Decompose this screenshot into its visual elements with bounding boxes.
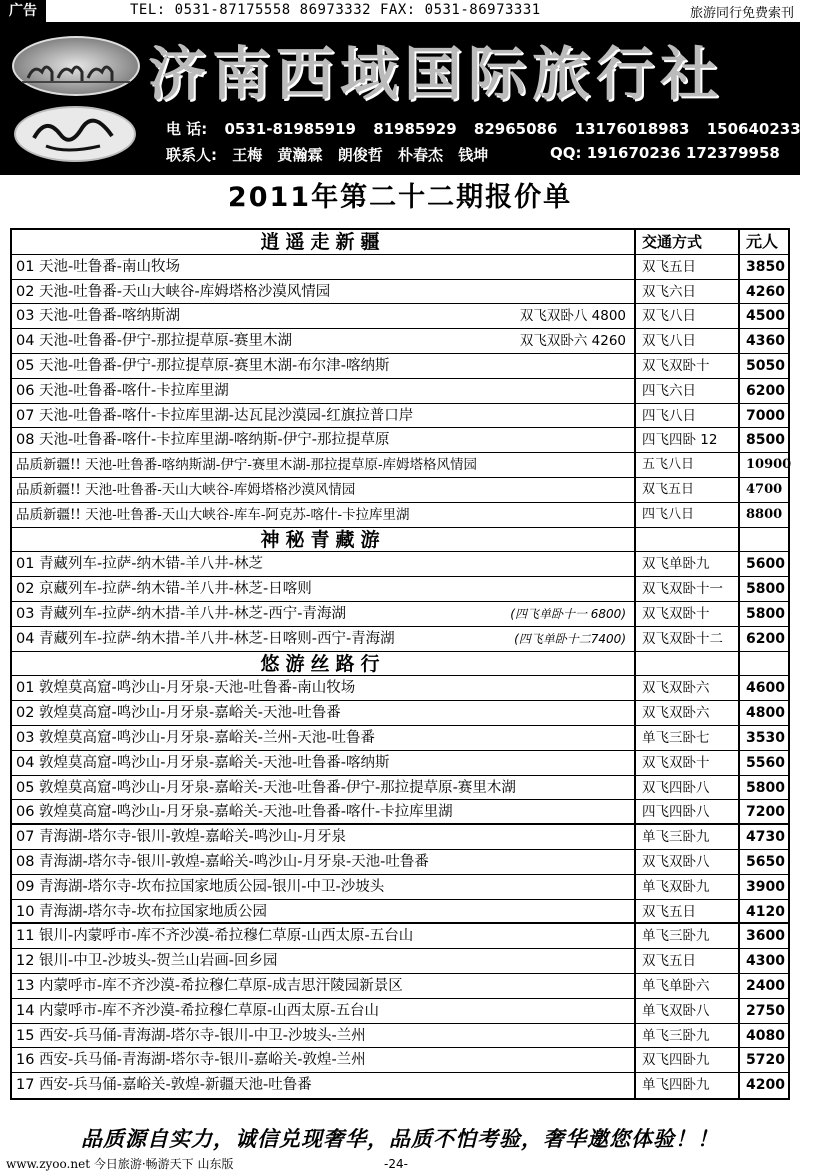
route-cell [12,800,636,823]
table-row [12,850,788,875]
price-header: 元人 [746,232,779,251]
price-cell: 5650 [746,853,785,870]
page-number: -24- [384,1157,408,1171]
route-cell [12,751,636,775]
price-cell: 5720 [746,1052,785,1069]
table-row [12,503,788,528]
section-title: 悠游丝路行 [12,652,636,676]
route-name: 08 青海湖-塔尔寺-银川-敦煌-嘉峪关-鸣沙山-月牙泉-天池-吐鲁番 [16,853,429,870]
route-name: 09 青海湖-塔尔寺-坎布拉国家地质公园-银川-中卫-沙坡头 [16,878,385,895]
transport-cell: 双飞八日 [636,329,740,353]
table-row [12,1024,788,1049]
transport-cell: 单飞三卧九 [636,924,740,948]
transport-header [636,652,740,676]
route-name: 02 京藏列车-拉萨-纳木错-羊八井-林芝-日喀则 [16,581,312,598]
table-row [12,552,788,577]
route-alt-price-note: (四飞单卧十一 6800) [510,606,626,621]
top-contact-bar [0,0,800,22]
route-name: 16 西安-兵马俑-青海湖-塔尔寺-银川-嘉峪关-敦煌-兰州 [16,1052,366,1069]
route-cell [12,304,636,328]
route-cell [12,900,636,923]
transport-cell: 双飞双卧十 [636,602,740,626]
quality-slogan: 品质源自实力，诚信兑现奢华，品质不怕考验，奢华邀您体验！！ [81,1127,719,1151]
transport-cell: 单飞三卧九 [636,825,740,849]
company-name: 济南西域国际旅行社 [148,40,725,108]
table-row [12,404,788,429]
route-cell [12,999,636,1023]
contact-name: 王梅 [232,146,263,164]
transport-cell: 单飞三卧九 [636,1024,740,1048]
table-row [12,825,788,850]
transport-cell: 双飞双卧十二 [636,627,740,651]
route-name: 17 西安-兵马俑-嘉峪关-敦煌-新疆天池-吐鲁番 [16,1077,312,1094]
table-row [12,329,788,354]
table-row [12,776,788,801]
transport-cell: 双飞双卧十 [636,354,740,378]
price-cell: 4600 [746,680,785,697]
table-row [12,974,788,999]
price-cell: 4360 [746,333,785,350]
transport-cell: 单飞三卧七 [636,726,740,750]
price-header [740,528,788,552]
price-cell: 3530 [746,729,785,746]
contact-name: 钱坤 [458,146,489,164]
route-name: 03 青藏列车-拉萨-纳木措-羊八井-林芝-西宁-青海湖 [16,605,346,622]
route-alt-price-note: 双飞双卧六 4260 [519,333,626,350]
route-cell [12,478,636,502]
price-cell: 5560 [746,754,785,771]
route-name: 03 天池-吐鲁番-喀纳斯湖 [16,308,181,325]
ad-label: 广告 [0,0,46,22]
transport-cell: 双飞六日 [636,280,740,304]
table-row [12,577,788,602]
transport-cell: 五飞八日 [636,453,740,477]
transport-cell: 四飞四卧 12 [636,428,740,452]
price-cell: 4120 [746,903,785,920]
price-cell: 5050 [746,357,785,374]
price-cell: 4080 [746,1027,785,1044]
route-name: 06 天池-吐鲁番-喀什-卡拉库里湖 [16,382,229,399]
table-row [12,478,788,503]
section-header-row [12,230,788,255]
transport-cell: 双飞八日 [636,304,740,328]
transport-cell: 四飞六日 [636,379,740,403]
free-catalog-note: 旅游同行免费索刊 [689,6,794,21]
route-name: 07 青海湖-塔尔寺-银川-敦煌-嘉峪关-鸣沙山-月牙泉 [16,829,346,846]
route-cell [12,1048,636,1072]
table-row [12,726,788,751]
table-row [12,379,788,404]
transport-cell: 双飞双卧十一 [636,577,740,601]
route-alt-price-note: (四飞单卧十二7400) [514,631,626,646]
route-name: 01 天池-吐鲁番-南山牧场 [16,258,181,275]
route-name: 06 敦煌莫高窟-鸣沙山-月牙泉-嘉峪关-天池-吐鲁番-喀什-卡拉库里湖 [16,804,453,821]
transport-cell: 双飞五日 [636,900,740,923]
price-cell: 5800 [746,581,785,598]
phone-number: 15064023311 [706,120,822,138]
phone-label: 电 话: [166,120,208,138]
table-row [12,676,788,701]
table-row [12,255,788,280]
route-cell [12,1024,636,1048]
brush-emblem-icon [16,108,134,160]
price-cell: 4300 [746,953,785,970]
transport-cell: 双飞单卧九 [636,552,740,576]
price-cell: 3900 [746,878,785,895]
route-cell [12,974,636,998]
table-row [12,800,788,825]
route-cell [12,602,636,626]
table-row [12,602,788,627]
route-cell [12,627,636,651]
price-cell: 4730 [746,829,785,846]
transport-header: 交通方式 [636,230,740,254]
route-name: 02 天池-吐鲁番-天山大峡谷-库姆塔格沙漠风情园 [16,283,331,300]
route-name: 10 青海湖-塔尔寺-坎布拉国家地质公园 [16,903,268,920]
table-row [12,949,788,974]
price-cell: 5600 [746,556,785,573]
table-row [12,900,788,925]
camel-caravan-icon [14,38,138,94]
transport-cell: 单飞双卧九 [636,875,740,899]
table-row [12,354,788,379]
route-name: 13 内蒙呼市-库不齐沙漠-希拉穆仁草原-成吉思汗陵园新景区 [16,977,403,994]
route-name: 12 银川-中卫-沙坡头-贺兰山岩画-回乡园 [16,953,278,970]
section-header-row [12,528,788,553]
table-row [12,1073,788,1098]
route-cell [12,552,636,576]
route-name: 品质新疆!! 天池-吐鲁番-喀纳斯湖-伊宁-赛里木湖-那拉提草原-库姆塔格风情园 [16,457,478,474]
transport-cell: 双飞双卧六 [636,676,740,700]
route-cell [12,379,636,403]
transport-header [636,528,740,552]
section-title: 逍遥走新疆 [12,230,636,254]
route-cell [12,577,636,601]
table-row [12,999,788,1024]
route-name: 15 西安-兵马俑-青海湖-塔尔寺-银川-中卫-沙坡头-兰州 [16,1027,366,1044]
price-cell: 7200 [746,804,785,821]
price-cell: 5800 [746,779,785,796]
price-table [10,228,790,1100]
transport-cell: 双飞双卧十 [636,751,740,775]
table-row [12,428,788,453]
route-cell [12,701,636,725]
price-cell: 4800 [746,705,785,722]
transport-cell: 单飞四卧九 [636,1073,740,1098]
agency-header [0,22,822,175]
section-header-row [12,652,788,677]
table-row [12,924,788,949]
transport-cell: 双飞五日 [636,255,740,279]
route-name: 07 天池-吐鲁番-喀什-卡拉库里湖-达瓦昆沙漠园-红旗拉普口岸 [16,407,414,424]
table-row [12,627,788,652]
price-cell: 3600 [746,928,785,945]
phone-numbers [166,118,834,139]
phone-number: 0531-81985919 [224,120,356,138]
route-cell [12,850,636,874]
transport-cell: 单飞单卧六 [636,974,740,998]
qq-numbers: QQ: 191670236 172379958 [550,144,780,162]
route-name: 08 天池-吐鲁番-喀什-卡拉库里湖-喀纳斯-伊宁-那拉提草原 [16,432,390,449]
route-cell [12,404,636,428]
silk-road-camel-logo [12,36,140,96]
transport-cell: 双飞四卧九 [636,1048,740,1072]
route-name: 02 敦煌莫高窟-鸣沙山-月牙泉-嘉峪关-天池-吐鲁番 [16,705,341,722]
page-footer [0,1156,800,1172]
footer-publication: www.zyoo.net 今日旅游·畅游天下 山东版 [6,1157,234,1171]
route-cell [12,280,636,304]
route-cell [12,676,636,700]
route-cell [12,825,636,849]
route-name: 05 敦煌莫高窟-鸣沙山-月牙泉-嘉峪关-天池-吐鲁番-伊宁-那拉提草原-赛里木湖 [16,779,516,796]
transport-cell: 四飞八日 [636,503,740,527]
price-cell: 4200 [746,1077,785,1094]
tel-fax-line: TEL: 0531-87175558 86973332 FAX: 0531-86973331 [130,2,541,18]
contact-name: 朴春杰 [397,146,443,164]
contact-persons [166,144,780,165]
agency-emblem-logo [14,106,136,162]
route-cell [12,503,636,527]
price-list-title: 2011年第二十二期报价单 [227,182,573,213]
route-cell [12,949,636,973]
price-cell: 2400 [746,977,785,994]
route-name: 品质新疆!! 天池-吐鲁番-天山大峡谷-库姆塔格沙漠风情园 [16,481,356,498]
transport-cell: 双飞五日 [636,949,740,973]
route-cell [12,924,636,948]
price-cell: 6200 [746,630,785,647]
route-name: 品质新疆!! 天池-吐鲁番-天山大峡谷-库车-阿克苏-喀什-卡拉库里湖 [16,506,410,523]
route-cell [12,1073,636,1098]
table-row [12,875,788,900]
section-title: 神秘青藏游 [12,528,636,552]
route-name: 04 敦煌莫高窟-鸣沙山-月牙泉-嘉峪关-天池-吐鲁番-喀纳斯 [16,754,390,771]
contact-name: 黄瀚霖 [277,146,323,164]
table-row [12,701,788,726]
route-cell [12,726,636,750]
table-row [12,304,788,329]
route-cell [12,453,636,477]
transport-cell: 双飞双卧六 [636,701,740,725]
price-cell: 5800 [746,605,785,622]
transport-cell: 四飞四卧八 [636,800,740,823]
transport-cell: 双飞五日 [636,478,740,502]
price-cell: 8500 [746,432,785,449]
route-alt-price-note: 双飞双卧八 4800 [519,308,626,325]
route-name: 01 敦煌莫高窟-鸣沙山-月牙泉-天池-吐鲁番-南山牧场 [16,680,356,697]
price-cell: 2750 [746,1002,785,1019]
route-name: 04 青藏列车-拉萨-纳木措-羊八井-林芝-日喀则-西宁-青海湖 [16,630,395,647]
table-row [12,1048,788,1073]
route-name: 03 敦煌莫高窟-鸣沙山-月牙泉-嘉峪关-兰州-天池-吐鲁番 [16,729,375,746]
transport-cell: 单飞双卧八 [636,999,740,1023]
contacts-label: 联系人: [166,146,217,164]
table-row [12,453,792,478]
transport-cell: 四飞八日 [636,404,740,428]
price-cell: 4700 [746,481,783,497]
price-cell: 7000 [746,407,785,424]
table-row [12,280,788,305]
table-row [12,751,788,776]
route-cell [12,329,636,353]
price-cell: 3850 [746,258,785,275]
price-cell: 6200 [746,382,785,399]
route-cell [12,875,636,899]
route-cell [12,428,636,452]
transport-cell: 双飞双卧八 [636,850,740,874]
route-name: 11 银川-内蒙呼市-库不齐沙漠-希拉穆仁草原-山西太原-五台山 [16,928,414,945]
route-name: 14 内蒙呼市-库不齐沙漠-希拉穆仁草原-山西太原-五台山 [16,1002,379,1019]
price-cell: 10900 [746,457,792,473]
route-name: 01 青藏列车-拉萨-纳木错-羊八井-林芝 [16,556,263,573]
price-cell: 4260 [746,283,785,300]
route-name: 05 天池-吐鲁番-伊宁-那拉提草原-赛里木湖-布尔津-喀纳斯 [16,357,390,374]
price-cell: 8800 [746,506,783,522]
phone-number: 81985929 [373,120,457,138]
phone-number: 13176018983 [574,120,690,138]
price-header [740,652,788,676]
route-name: 04 天池-吐鲁番-伊宁-那拉提草原-赛里木湖 [16,333,292,350]
price-cell: 4500 [746,308,785,325]
route-cell [12,255,636,279]
route-cell [12,776,636,800]
transport-cell: 双飞四卧八 [636,776,740,800]
route-cell [12,354,636,378]
phone-number: 82965086 [473,120,558,138]
contact-name: 朗俊哲 [337,146,383,164]
